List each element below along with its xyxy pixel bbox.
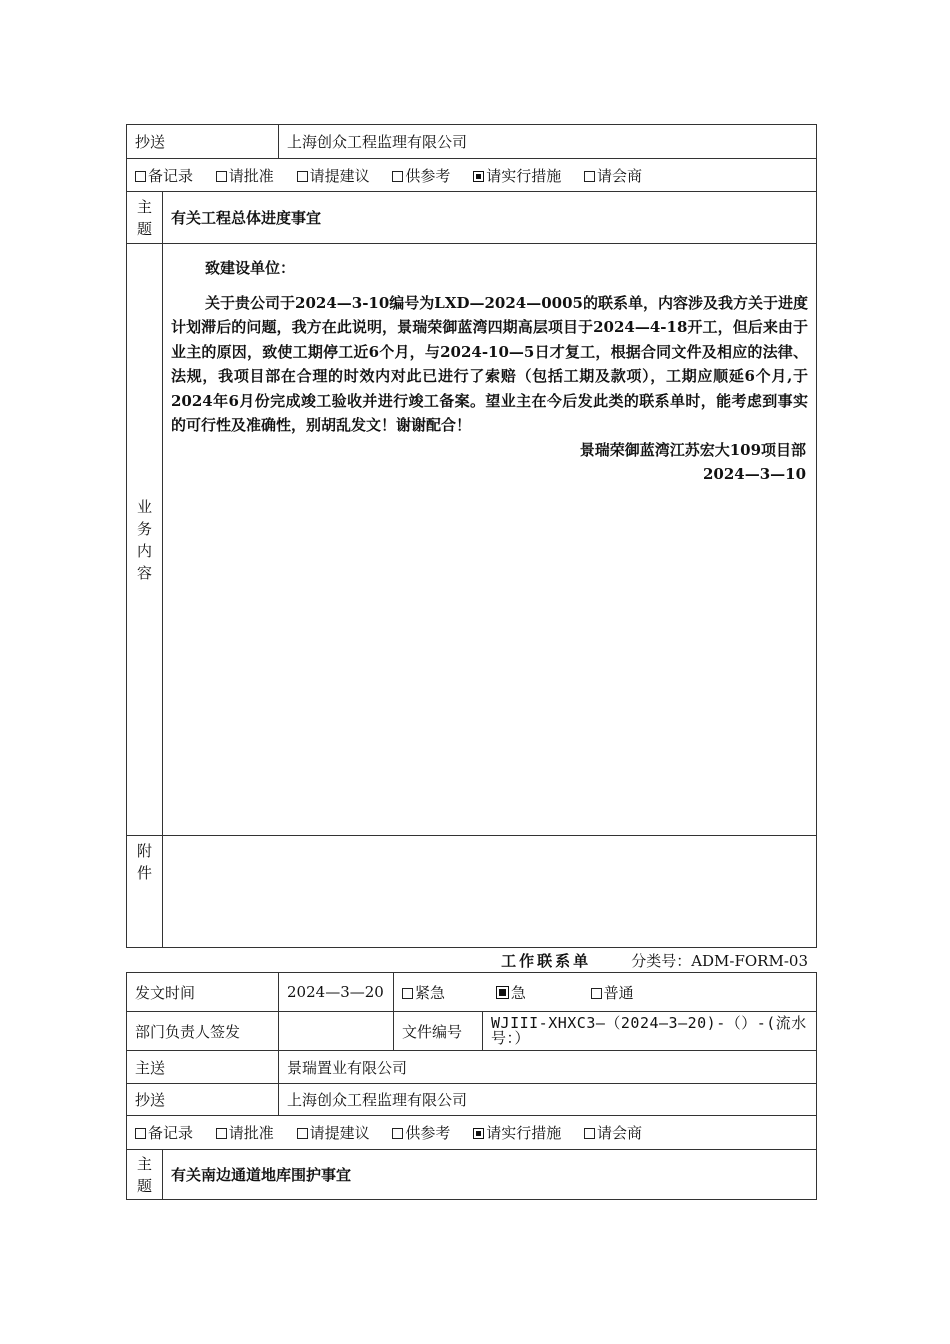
checkbox-checked-icon <box>473 171 484 182</box>
checkbox-icon <box>135 1128 146 1139</box>
option-record[interactable]: 备记录 <box>135 1122 193 1143</box>
option-reference[interactable]: 供参考 <box>392 1122 450 1143</box>
issue-time-label: 发文时间 <box>127 973 279 1012</box>
cc-label: 抄送 <box>127 125 279 159</box>
urgency-urgent[interactable]: 紧急 <box>402 982 445 1003</box>
option-approve[interactable]: 请批准 <box>216 165 274 186</box>
checkbox-icon <box>584 171 595 182</box>
option-approve[interactable]: 请批准 <box>216 1122 274 1143</box>
checkbox-icon <box>135 171 146 182</box>
class-number: 分类号：ADM-FORM-03 <box>631 952 808 970</box>
letter-body: 关于贵公司于2024—3-10编号为LXD—2024—0005的联系单，内容涉及我方关于进度计划滞后的问题，我方在此说明，景瑞荣御蓝湾四期高层项目于2024—4-18开工，但后来由于业主的原因，致使工期停工近6个月，与2024-10—5日才复工，根据合同文件及相应的法律、法规，我项目部在合理的时效内对此已进行了索赔（包括工期及款项），工期应顺延6个月,于2024年6月份完成竣工验收并进行竣工备案。望业主在今后发此类的联系单时，能考虑到事实的可行性及准确性，别胡乱发文！谢谢配合！ <box>171 293 809 434</box>
option-implement[interactable]: 请实行措施 <box>473 165 561 186</box>
option-consult[interactable]: 请会商 <box>584 165 642 186</box>
option-suggest[interactable]: 请提建议 <box>297 165 370 186</box>
content-body <box>163 244 817 836</box>
form-title: 工作联系单 <box>501 952 592 970</box>
recipient-label: 主送 <box>127 1051 279 1084</box>
checkbox-icon <box>297 1128 308 1139</box>
cc-value: 上海创众工程监理有限公司 <box>279 1084 817 1116</box>
contact-form-2 <box>126 972 817 1200</box>
subject-value: 有关工程总体进度事宜 <box>163 192 817 244</box>
file-number-value[interactable]: WJIII-XHXC3—（2024—3—20)-（）-(流水号：） <box>483 1012 817 1051</box>
file-number-label: 文件编号 <box>394 1012 483 1051</box>
urgency-normal[interactable]: 普通 <box>591 982 634 1003</box>
subject-label: 主 题 <box>127 192 163 244</box>
letter-date: 2024—3—10 <box>702 465 807 483</box>
urgency-options <box>394 973 817 1012</box>
action-options <box>127 159 817 192</box>
contact-form-1 <box>126 124 817 948</box>
issue-time-value[interactable]: 2024—3—20 <box>279 973 394 1012</box>
signoff-label: 部门负责人签发 <box>127 1012 279 1051</box>
checkbox-icon <box>591 988 602 999</box>
checkbox-icon <box>216 171 227 182</box>
content-label: 业 务 内 容 <box>127 244 163 836</box>
checkbox-icon <box>392 171 403 182</box>
checkbox-icon <box>584 1128 595 1139</box>
form-header <box>126 950 808 971</box>
signature: 景瑞荣御蓝湾江苏宏大109项目部 <box>579 440 807 459</box>
checkbox-icon <box>402 988 413 999</box>
attachment-value[interactable] <box>163 836 817 948</box>
checkbox-icon <box>392 1128 403 1139</box>
option-implement[interactable]: 请实行措施 <box>473 1122 561 1143</box>
option-reference[interactable]: 供参考 <box>392 165 450 186</box>
action-options <box>127 1116 817 1150</box>
recipient-value: 景瑞置业有限公司 <box>279 1051 817 1084</box>
option-suggest[interactable]: 请提建议 <box>297 1122 370 1143</box>
subject-label: 主 题 <box>127 1150 163 1200</box>
checkbox-icon <box>297 171 308 182</box>
option-consult[interactable]: 请会商 <box>584 1122 642 1143</box>
greeting: 致建设单位： <box>205 259 296 277</box>
checkbox-checked-icon <box>496 986 509 999</box>
checkbox-checked-icon <box>473 1128 484 1139</box>
signoff-value[interactable] <box>279 1012 394 1051</box>
checkbox-icon <box>216 1128 227 1139</box>
subject-value: 有关南边通道地库围护事宜 <box>163 1150 817 1200</box>
option-record[interactable]: 备记录 <box>135 165 193 186</box>
attachment-label: 附 件 <box>127 836 163 948</box>
cc-value: 上海创众工程监理有限公司 <box>279 125 817 159</box>
urgency-high[interactable]: 急 <box>496 982 526 1003</box>
cc-label: 抄送 <box>127 1084 279 1116</box>
